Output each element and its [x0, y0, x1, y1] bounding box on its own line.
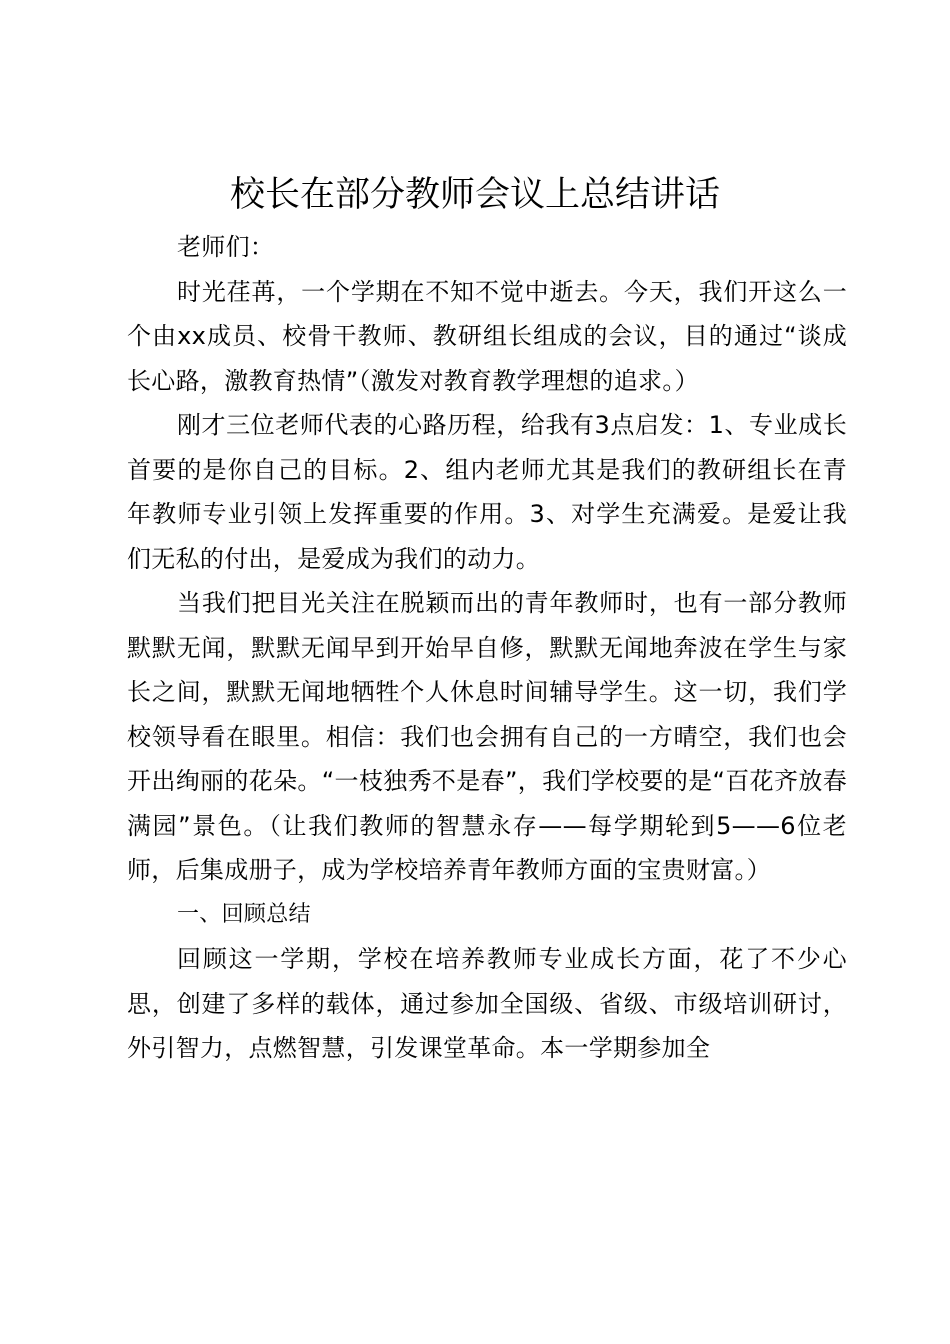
body-paragraph-1: 时光荏苒，一个学期在不知不觉中逝去。今天，我们开这么一个由xx成员、校骨干教师、教研组长组成的会议，目的通过“谈成长心路，激教育热情”（激发对教育教学理想的追求。）	[127, 277, 847, 395]
document-body	[127, 225, 847, 1071]
body-paragraph-4: 回顾这一学期，学校在培养教师专业成长方面，花了不少心思，创建了多样的载体，通过参加全国级、省级、市级培训研讨，外引智力，点燃智慧，引发课堂革命。本一学期参加全	[127, 945, 847, 1062]
salutation-paragraph: 老师们：	[177, 233, 275, 261]
body-paragraph-2: 刚才三位老师代表的心路历程，给我有3点启发：1、专业成长首要的是你自己的目标。2、组内老师尤其是我们的教研组长在青年教师专业引领上发挥重要的作用。3、对学生充满爱。是爱让我们无私的付出，是爱成为我们的动力。	[127, 411, 847, 573]
document-title: 校长在部分教师会议上总结讲话	[229, 175, 720, 215]
body-paragraph-3: 当我们把目光关注在脱颖而出的青年教师时，也有一部分教师默默无闻，默默无闻早到开始早自修，默默无闻地奔波在学生与家长之间，默默无闻地牺牲个人休息时间辅导学生。这一切，我们学校领导看在眼里。相信：我们也会拥有自己的一方晴空，我们也会开出绚丽的花朵。“一枝独秀不是春”，我们学校要的是“百花齐放春满园”景色。（让我们教师的智慧永存——每学期轮到5——6位老师，后集成册子，成为学校培养青年教师方面的宝贵财富。）	[127, 589, 847, 884]
section-heading: 一、回顾总结	[177, 901, 311, 927]
